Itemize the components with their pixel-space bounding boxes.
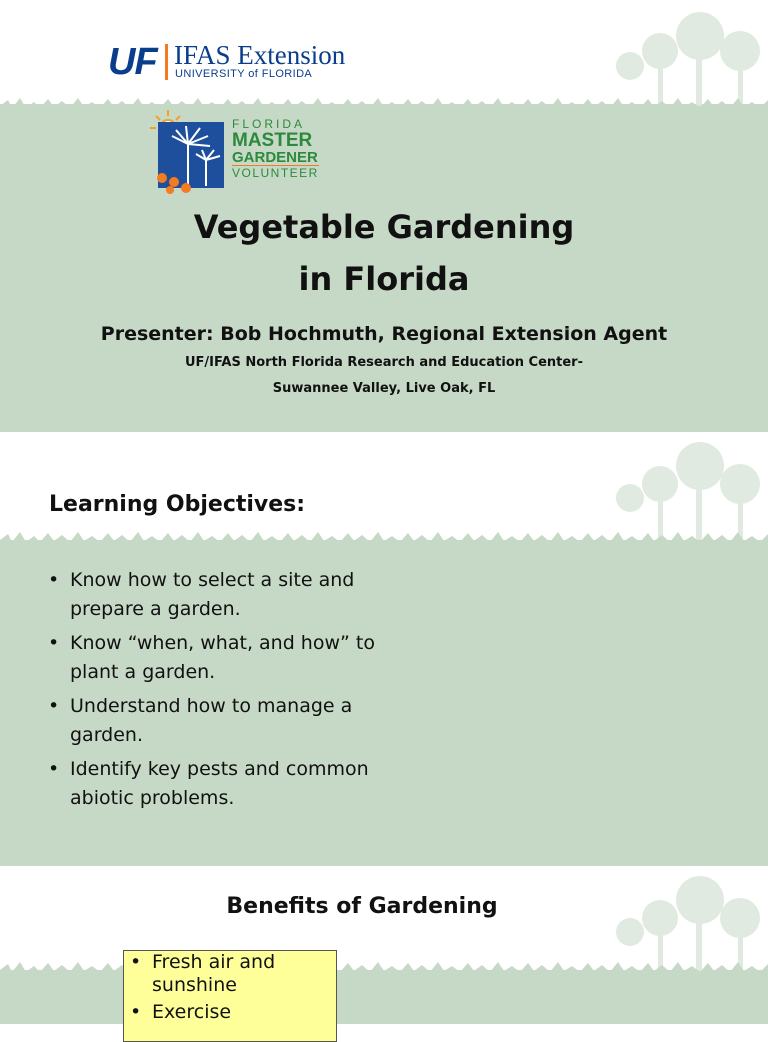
benefits-list	[124, 951, 336, 1024]
presenter-line: Presenter: Bob Hochmuth, Regional Extension Agent	[100, 323, 668, 345]
logo-divider	[165, 44, 168, 80]
list-item: • Know how to select a site and prepare a garden.	[46, 566, 376, 624]
fmg-volunteer-text: VOLUNTEER	[232, 166, 319, 180]
title-line-1: Vegetable Gardening	[193, 208, 575, 246]
university-text: UNIVERSITY of FLORIDA	[175, 68, 313, 80]
affiliation-line-2: Suwannee Valley, Live Oak, FL	[272, 381, 496, 396]
master-gardener-logo	[148, 108, 324, 194]
ifas-extension-text: IFAS Extension	[174, 40, 346, 70]
benefits-heading: Benefits of Gardening	[226, 894, 498, 919]
affiliation-line-1: UF/IFAS North Florida Research and Education Center-	[185, 355, 583, 370]
uf-ifas-logo	[108, 42, 368, 82]
uf-letters: UF	[108, 41, 157, 83]
slide-benefits	[0, 866, 768, 1024]
list-item: • Fresh air and sunshine	[124, 951, 336, 997]
palm-sun-logo-icon	[148, 108, 232, 194]
grass-edge	[0, 530, 768, 550]
fmg-gardener-text: GARDENER	[232, 149, 318, 166]
list-item: • Exercise	[124, 1001, 336, 1024]
list-item: • Understand how to manage a garden.	[46, 692, 376, 750]
list-item: • Know “when, what, and how” to plant a garden.	[46, 629, 376, 687]
benefits-box	[123, 950, 337, 1042]
grass-edge	[0, 960, 768, 980]
list-item: • Identify key pests and common abiotic problems.	[46, 755, 376, 813]
palm-watermark-icon	[600, 6, 768, 106]
palm-watermark-icon	[600, 870, 768, 974]
objectives-heading: Learning Objectives:	[49, 492, 306, 517]
objectives-list	[46, 566, 376, 818]
fmg-florida-text: FLORIDA	[232, 117, 306, 131]
title-line-2: in Florida	[298, 260, 470, 298]
fmg-master-text: MASTER	[232, 130, 313, 151]
palm-watermark-icon	[600, 436, 768, 540]
slide-title	[0, 0, 768, 432]
grass-edge	[0, 96, 768, 116]
